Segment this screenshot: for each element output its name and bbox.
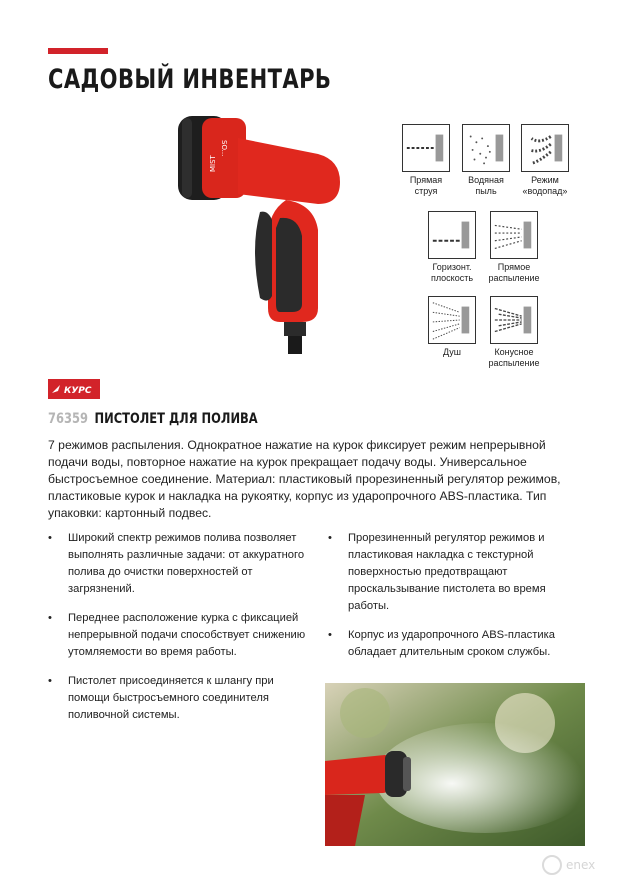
brand-logo-text: КУРС xyxy=(64,386,92,396)
nozzle-label-mist: MIST xyxy=(209,155,217,172)
mode-shower xyxy=(426,296,478,358)
watermark-logo xyxy=(540,850,622,880)
shower-icon xyxy=(428,296,476,344)
mode-label: Прямая xyxy=(409,175,443,185)
nozzle-label-soaker: SO... xyxy=(220,140,228,157)
mode-label: плоскость xyxy=(430,273,474,283)
list-item-text: Переднее расположение курка с фиксацией непрерывной подачи способствует снижению утомляемости во время работы. xyxy=(68,612,306,658)
bullet-icon: • xyxy=(48,675,52,687)
water-dust-icon xyxy=(462,124,510,172)
bullet-icon: • xyxy=(48,612,52,624)
watermark-text: enex xyxy=(566,858,596,872)
horizontal-plane-icon xyxy=(428,211,476,259)
list-item-text: Корпус из ударопрочного ABS-пластика обладает длительным сроком службы. xyxy=(348,629,555,658)
product-code: 76359 xyxy=(48,411,88,427)
bullet-list-left xyxy=(48,530,318,736)
usage-photo xyxy=(325,683,585,846)
list-item xyxy=(328,530,588,615)
brand-logo xyxy=(48,379,100,399)
mode-label: Конусное xyxy=(494,347,534,357)
mode-straight-spray xyxy=(488,211,540,284)
mode-label: распыление xyxy=(488,273,540,283)
list-item-text: Широкий спектр режимов полива позволяет выполнять различные задачи: от аккуратного полива до очистки поверхностей от загрязнений. xyxy=(68,532,305,595)
list-item xyxy=(328,627,588,661)
mode-label: струя xyxy=(414,186,438,196)
mode-water-dust xyxy=(460,124,512,197)
waterfall-icon xyxy=(521,124,569,172)
header-accent-bar xyxy=(48,48,108,54)
product-description: 7 режимов распыления. Однократное нажатие на курок фиксирует режим непрерывной подачи воды, повторное нажатие на курок прекращает подачу воды. Универсальное быстросъемное соединение. Материал: пластиковый прорезиненный регулятор режимов, пластиковые курок и накладка на рукоятку, корпус из ударопрочного ABS-пластика. Тип упаковки: картонный подвес. xyxy=(48,438,561,520)
product-title xyxy=(48,411,258,427)
bullet-icon: • xyxy=(328,532,332,544)
mode-label: «водопад» xyxy=(522,186,568,196)
list-item-text: Прорезиненный регулятор режимов и пластиковая накладка с текстурной поверхностью предотвращают проскальзывание пистолета во время работы. xyxy=(348,532,546,612)
straight-spray-icon xyxy=(490,211,538,259)
list-item xyxy=(48,530,318,598)
bullet-icon: • xyxy=(48,532,52,544)
list-item-text: Пистолет присоединяется к шлангу при помощи быстросъемного соединителя поливочной системы. xyxy=(68,675,274,721)
mode-label: Горизонт. xyxy=(432,262,472,272)
mode-label: Душ xyxy=(442,347,461,357)
mode-label: распыление xyxy=(488,358,540,368)
bullet-list-right xyxy=(328,530,588,673)
page-title: САДОВЫЙ ИНВЕНТАРЬ xyxy=(48,64,332,95)
mode-label: пыль xyxy=(475,186,497,196)
bullet-icon: • xyxy=(328,629,332,641)
product-name: ПИСТОЛЕТ ДЛЯ ПОЛИВА xyxy=(94,411,258,427)
mode-label: Прямое xyxy=(497,262,531,272)
mode-waterfall xyxy=(519,124,571,197)
mode-label: Водяная xyxy=(468,175,504,185)
mode-horizontal-plane xyxy=(426,211,478,284)
list-item xyxy=(48,610,318,661)
mode-label: Режим xyxy=(531,175,559,185)
spray-gun-image xyxy=(168,108,350,364)
mode-straight-jet xyxy=(400,124,452,197)
cone-spray-icon xyxy=(490,296,538,344)
list-item xyxy=(48,673,318,724)
straight-jet-icon xyxy=(402,124,450,172)
mode-cone-spray xyxy=(488,296,540,369)
